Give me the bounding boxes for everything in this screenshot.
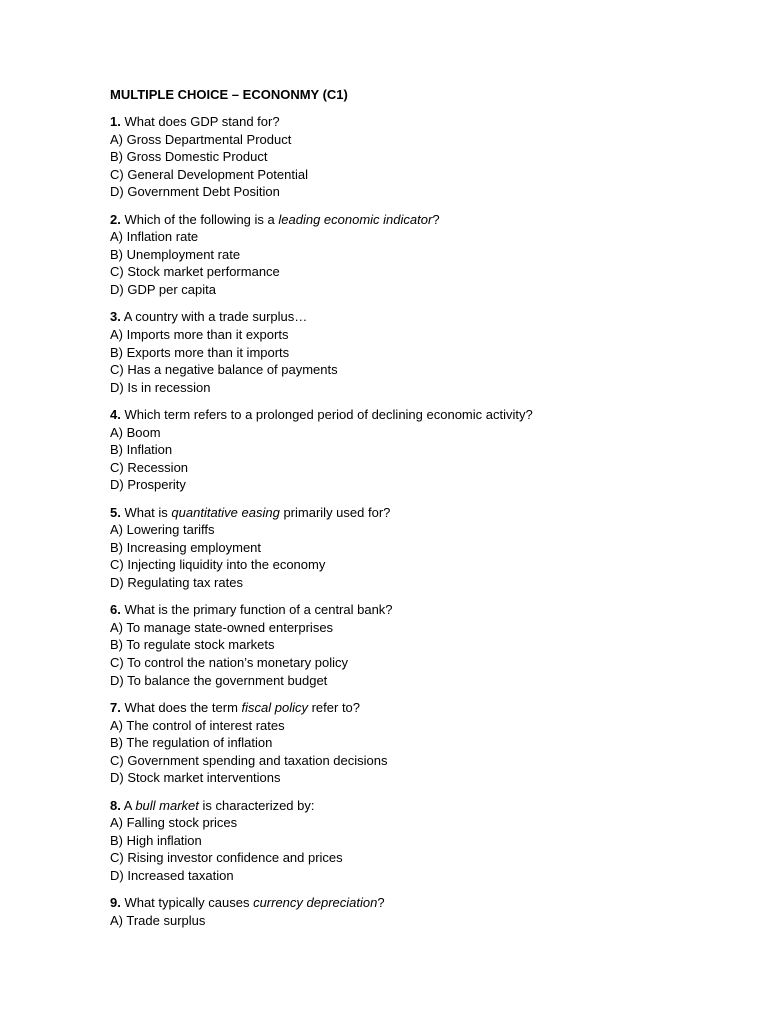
answer-option: D) GDP per capita — [110, 282, 216, 298]
question-number: 8. — [110, 797, 121, 813]
answer-option: A) To manage state-owned enterprises — [110, 619, 334, 635]
answer-option: B) Exports more than it imports — [110, 344, 290, 360]
question-list — [110, 113, 730, 929]
answer-option: D) Is in recession — [110, 379, 211, 395]
question-block — [110, 211, 730, 299]
answer-option: A) Inflation rate — [110, 229, 199, 245]
answer-option: A) Falling stock prices — [110, 815, 238, 831]
question-number: 3. — [110, 309, 121, 325]
question-text-part: ? — [432, 211, 440, 227]
question-text-part: What typically causes — [120, 895, 254, 911]
answer-option: C) Has a negative balance of payments — [110, 362, 338, 378]
document-page — [110, 86, 730, 939]
question-text-part: What is — [120, 504, 172, 520]
answer-option: D) Stock market interventions — [110, 770, 281, 786]
question-text — [110, 699, 730, 717]
question-text-part: What does GDP stand for? — [120, 114, 280, 129]
question-text-part: Which term refers to a prolonged period of declining economic activity? — [120, 406, 533, 422]
answer-option: B) Increasing employment — [110, 539, 262, 555]
question-emphasis: currency depreciation — [253, 895, 378, 911]
answer-option: B) Inflation — [110, 442, 173, 458]
question-text-part: What is the primary function of a central bank? — [120, 602, 393, 618]
question-text-part: is characterized by: — [198, 797, 315, 813]
question-text — [110, 601, 730, 619]
question-block — [110, 308, 730, 396]
question-block — [110, 699, 730, 787]
answer-option: C) Government spending and taxation decisions — [110, 752, 388, 768]
answer-option: D) To balance the government budget — [110, 672, 328, 688]
question-text — [110, 211, 730, 229]
question-text — [110, 406, 730, 424]
question-text-part: What does the term — [120, 699, 242, 715]
question-number: 6. — [110, 602, 121, 618]
question-emphasis: fiscal policy — [241, 699, 308, 715]
answer-option: D) Prosperity — [110, 477, 186, 493]
question-text-part: A — [120, 797, 136, 813]
question-number: 4. — [110, 406, 121, 422]
document-title: MULTIPLE CHOICE – ECONONMY (C1) — [110, 87, 348, 102]
question-text-part: refer to? — [307, 699, 361, 715]
question-text-part: ? — [377, 895, 385, 911]
answer-option: A) The control of interest rates — [110, 717, 285, 733]
question-number: 2. — [110, 211, 121, 227]
question-text — [110, 504, 730, 522]
answer-option: B) Gross Domestic Product — [110, 149, 268, 165]
question-number: 5. — [110, 504, 121, 520]
question-emphasis: quantitative easing — [171, 504, 280, 520]
question-text — [110, 308, 730, 326]
answer-option: C) Recession — [110, 459, 189, 475]
question-block — [110, 601, 730, 689]
answer-option: D) Regulating tax rates — [110, 575, 243, 590]
answer-option: A) Lowering tariffs — [110, 522, 215, 538]
answer-option: C) Stock market performance — [110, 264, 280, 280]
question-emphasis: bull market — [135, 797, 199, 813]
question-text — [110, 894, 730, 912]
answer-option: B) The regulation of inflation — [110, 735, 273, 751]
answer-option: B) Unemployment rate — [110, 246, 241, 262]
question-text — [110, 113, 730, 131]
question-emphasis: leading economic indicator — [278, 211, 433, 227]
question-block — [110, 406, 730, 494]
question-text-part: Which of the following is a — [120, 211, 279, 227]
question-number: 1. — [110, 114, 121, 129]
question-number: 9. — [110, 895, 121, 911]
answer-option: D) Government Debt Position — [110, 184, 280, 200]
answer-option: A) Boom — [110, 424, 161, 440]
answer-option: B) High inflation — [110, 832, 202, 848]
answer-option: C) Rising investor confidence and prices — [110, 850, 343, 866]
answer-option: A) Trade surplus — [110, 912, 206, 928]
question-block — [110, 894, 730, 929]
answer-option: C) To control the nation’s monetary policy — [110, 655, 348, 671]
answer-option: A) Gross Departmental Product — [110, 131, 292, 147]
question-text — [110, 797, 730, 815]
question-block — [110, 504, 730, 592]
question-block — [110, 797, 730, 885]
answer-option: C) General Development Potential — [110, 166, 308, 182]
question-text-part: A country with a trade surplus… — [120, 309, 308, 325]
answer-option: B) To regulate stock markets — [110, 637, 275, 653]
answer-option: D) Increased taxation — [110, 867, 234, 883]
question-block — [110, 113, 730, 201]
answer-option: C) Injecting liquidity into the economy — [110, 557, 326, 573]
answer-option: A) Imports more than it exports — [110, 326, 289, 342]
question-number: 7. — [110, 699, 121, 715]
question-text-part: primarily used for? — [279, 504, 391, 520]
